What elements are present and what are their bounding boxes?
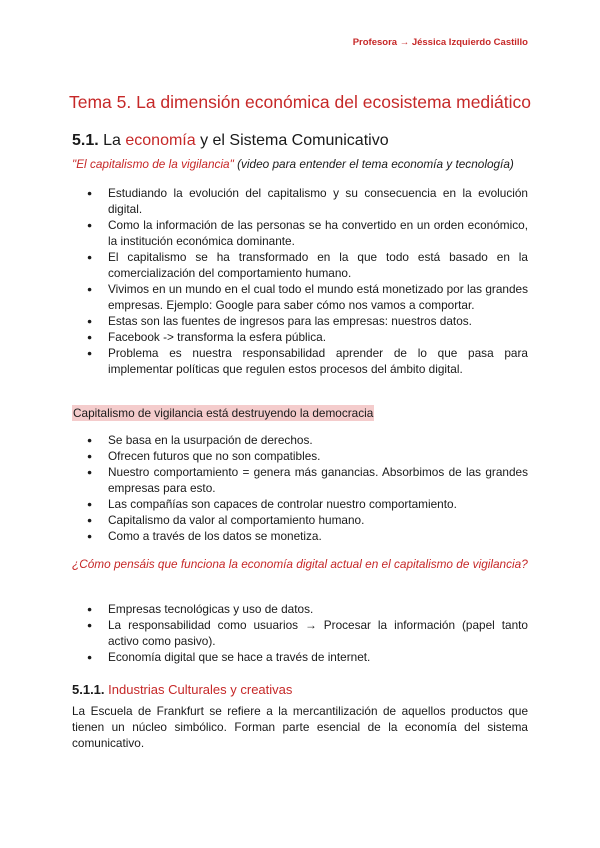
list-item: ● Economía digital que se hace a través de internet. <box>72 649 528 665</box>
list-item: ● Nuestro comportamiento = genera más ganancias. Absorbimos de las grandes empresas para esto. <box>72 464 528 496</box>
section-number: 5.1. <box>72 132 99 149</box>
list-item: ● Empresas tecnológicas y uso de datos. <box>72 601 528 617</box>
bullet-list-surveillance <box>72 432 528 544</box>
subsection-heading <box>72 682 292 697</box>
list-item: ● Facebook -> transforma la esfera pública. <box>72 329 528 345</box>
highlighted-statement: Capitalismo de vigilancia está destruyendo la democracia <box>73 406 374 420</box>
list-item: ● Vivimos en un mundo en el cual todo el mundo está monetizado por las grandes empresas. Ejemplo: Google para saber cómo nos vamos a comportar. <box>72 281 528 313</box>
list-item: ● Como la información de las personas se ha convertido en un orden económico, la institución económica dominante. <box>72 217 528 249</box>
video-link[interactable]: "El capitalismo de la vigilancia" <box>72 157 234 171</box>
video-description: (video para entender el tema economía y tecnología) <box>233 157 514 171</box>
section-heading-post: y el Sistema Comunicativo <box>195 132 389 149</box>
page-title: Tema 5. La dimensión económica del ecosistema mediático <box>68 92 532 112</box>
list-item: ● Como a través de los datos se monetiza. <box>72 528 528 544</box>
bullet-list-capitalism <box>72 185 528 377</box>
subsection-title: Industrias Culturales y creativas <box>104 682 293 697</box>
list-item: ● Estudiando la evolución del capitalismo y su consecuencia en la evolución digital. <box>72 185 528 217</box>
page-header: Profesora → Jéssica Izquierdo Castillo <box>352 37 528 48</box>
list-item: ● Las compañías son capaces de controlar nuestro comportamiento. <box>72 496 528 512</box>
list-item: ● El capitalismo se ha transformado en la que todo está basado en la comercialización del comportamiento humano. <box>72 249 528 281</box>
list-item: ● La responsabilidad como usuarios → Procesar la información (papel tanto activo como pasivo). <box>72 617 528 649</box>
list-item: ● Estas son las fuentes de ingresos para las empresas: nuestros datos. <box>72 313 528 329</box>
list-item: ● Ofrecen futuros que no son compatibles. <box>72 448 528 464</box>
section-heading <box>72 132 389 150</box>
body-paragraph: La Escuela de Frankfurt se refiere a la mercantilización de aquellos productos que tienen un núcleo simbólico. Forman parte esencial de la economía del sistema comunicativo. <box>72 704 528 750</box>
list-item: ● Problema es nuestra responsabilidad aprender de lo que pasa para implementar políticas que regulen estos procesos del ámbito digital. <box>72 345 528 377</box>
section-heading-pre: La <box>98 132 126 149</box>
bullet-list-answers <box>72 601 528 665</box>
section-heading-highlight: economía <box>125 132 196 149</box>
list-item: ● Se basa en la usurpación de derechos. <box>72 432 528 448</box>
discussion-question: ¿Cómo pensáis que funciona la economía digital actual en el capitalismo de vigilancia? <box>72 557 528 571</box>
list-item: ● Capitalismo da valor al comportamiento humano. <box>72 512 528 528</box>
video-reference <box>72 157 528 171</box>
subsection-number: 5.1.1. <box>72 682 105 697</box>
